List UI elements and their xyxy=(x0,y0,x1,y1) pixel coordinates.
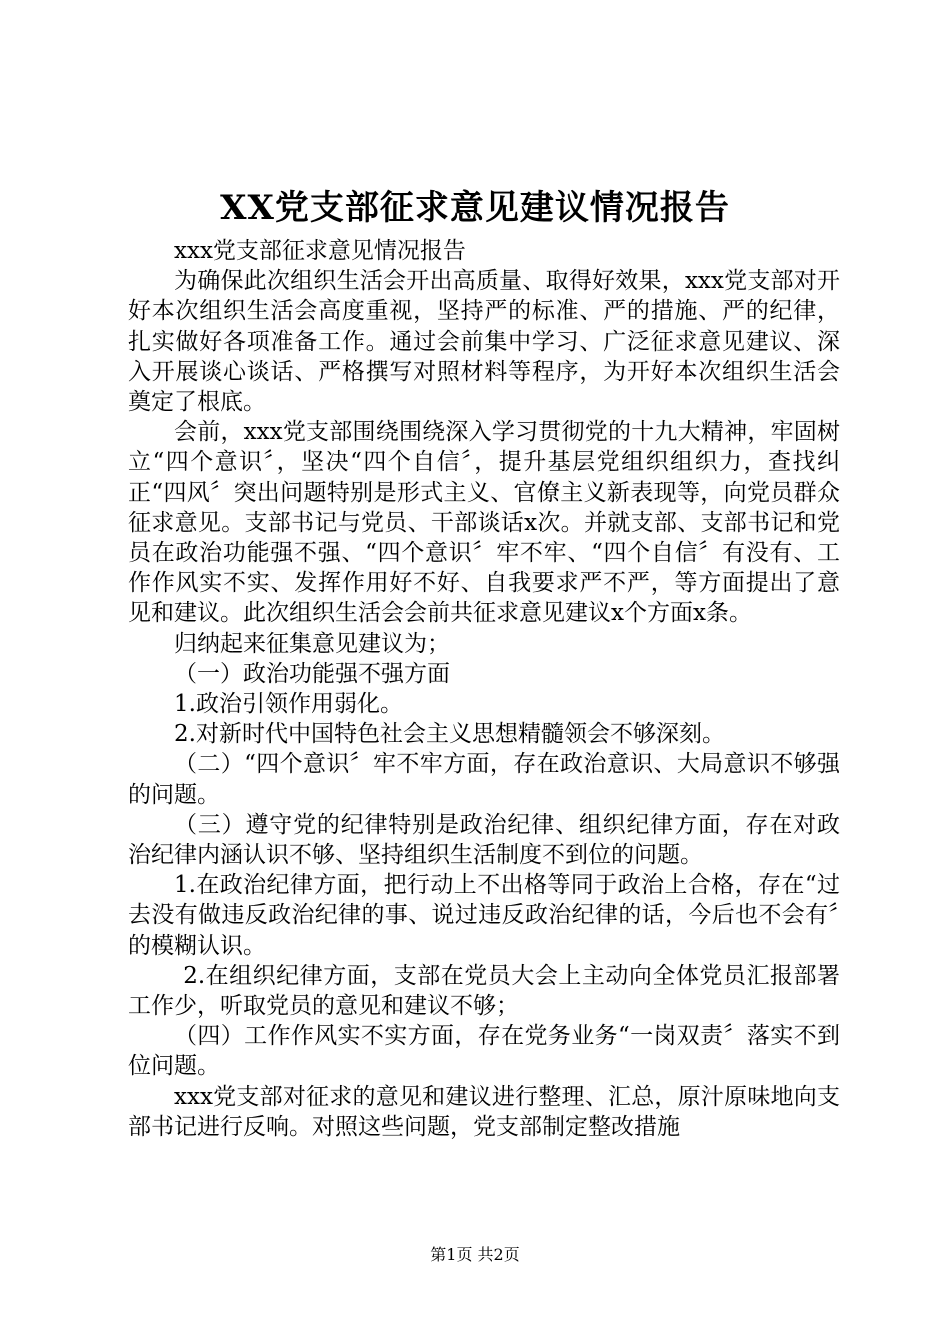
page-footer: 第1页 共2页 xyxy=(430,1245,520,1264)
page-title: XX党支部征求意见建议情况报告 xyxy=(220,188,730,228)
list-item: 2.对新时代中国特色社会主义思想精髓领会不够深刻。 xyxy=(174,721,725,748)
section-heading-4: （四）工作作风实不实方面，存在党务业务“一岗双责〞落实不到位问题。 xyxy=(128,1023,840,1080)
paragraph-feedback: xxx党支部对征求的意见和建议进行整理、汇总，原汁原味地向支部书记进行反响。对照这些问题，党支部制定整改措施 xyxy=(128,1083,840,1140)
paragraph-summary-intro: 归纳起来征集意见建议为； xyxy=(174,630,450,657)
paragraph-pre-meeting: 会前，xxx党支部围绕围绕深入学习贯彻党的十九大精神，牢固树立“四个意识〞，坚决“四个自信〞，提升基层党组织组织力，查找纠正“四风〞突出问题特别是形式主义、官僚主义新表现等，向党员群众征求意见。支部书记与党员、干部谈话x次。并就支部、支部书记和党员在政治功能强不强、“四个意识〞牢不牢、“四个自信〞有没有、工作作风实不实、发挥作用好不好、自我要求严不严，等方面提出了意见和建议。此次组织生活会会前共征求意见建议x个方面x条。 xyxy=(128,419,840,627)
paragraph-preparation: 为确保此次组织生活会开出高质量、取得好效果，xxx党支部对开好本次组织生活会高度重视，坚持严的标准、严的措施、严的纪律，扎实做好各项准备工作。通过会前集中学习、广泛征求意见建议、深入开展谈心谈话、严格撰写对照材料等程序，为开好本次组织生活会奠定了根底。 xyxy=(128,268,840,416)
section-heading-1: （一）政治功能强不强方面 xyxy=(174,660,450,687)
document-body xyxy=(128,236,840,1142)
list-item: 1.在政治纪律方面，把行动上不出格等同于政治上合格，存在“过去没有做违反政治纪律的事、说过违反政治纪律的话，今后也不会有〞的模糊认识。 xyxy=(128,872,840,959)
section-heading-3: （三）遵守党的纪律特别是政治纪律、组织纪律方面，存在对政治纪律内涵认识不够、坚持组织生活制度不到位的问题。 xyxy=(128,811,840,869)
list-item: 1.政治引领作用弱化。 xyxy=(174,691,403,718)
section-heading-2: （二）“四个意识〞牢不牢方面，存在政治意识、大局意识不够强的问题。 xyxy=(128,751,840,808)
paragraph-report-heading: xxx党支部征求意见情况报告 xyxy=(174,238,466,264)
list-item: 2.在组织纪律方面，支部在党员大会上主动向全体党员汇报部署工作少，听取党员的意见和建议不够； xyxy=(128,962,840,1020)
